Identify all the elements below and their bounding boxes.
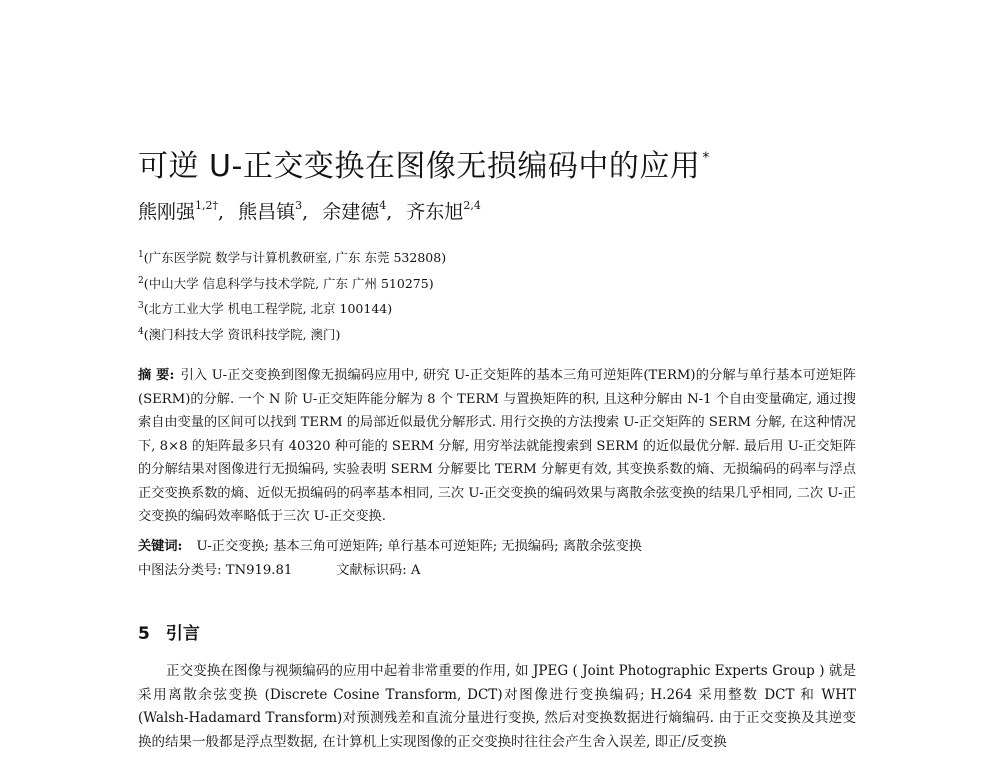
doc-code-value: A	[410, 563, 421, 578]
body-paragraph: 正交变换在图像与视频编码的应用中起着非常重要的作用, 如 JPEG ( Joint Photographic Experts Group ) 就是采用离散余弦变换 (Discrete Cosine Transform, DCT)对图像进行变换编码; H.264 采用整数 DCT 和 WHT (Walsh-Hadamard Transform)对预测残差和直流分量进行变换, 然后对变换数据进行熵编码. 由于正交变换及其逆变换的结果一般都是浮点型数据, 在计算机上实现图像的正交变换时往往会产生舍入误差, 即正/反变换	[138, 663, 856, 750]
author-3	[322, 201, 400, 223]
affiliation-3	[138, 295, 446, 321]
affiliation-2	[138, 270, 446, 296]
section-title: 引言	[165, 624, 200, 644]
keywords-text: U-正交变换; 基本三角可逆矩阵; 单行基本可逆矩阵; 无损编码; 离散余弦变换	[196, 539, 642, 554]
affiliation-mark: 1	[138, 250, 144, 260]
author-separator: ,	[386, 201, 393, 223]
author-list	[138, 192, 481, 226]
author-separator: ,	[302, 201, 309, 223]
affiliation-text: (广东医学院 数学与计算机教研室, 广东 东莞 532808)	[143, 250, 447, 265]
title-footnote-mark: *	[702, 150, 710, 166]
affiliation-mark: 2	[138, 275, 144, 286]
section-heading	[138, 622, 200, 646]
classification-line	[138, 560, 420, 582]
abstract	[138, 364, 856, 529]
clc-label: 中图法分类号:	[138, 563, 222, 578]
author-name: 齐东旭	[406, 201, 464, 223]
doc-code-label: 文献标识码:	[336, 563, 407, 578]
author-affiliation-mark: 2,4	[463, 199, 481, 212]
paper-title	[138, 138, 710, 187]
author-name: 熊刚强	[138, 201, 196, 223]
affiliation-mark: 4	[138, 326, 144, 337]
author-affiliation-mark: 3	[295, 199, 303, 212]
author-4	[406, 201, 481, 223]
author-affiliation-mark: 4	[379, 199, 387, 212]
affiliation-text: (澳门科技大学 资讯科技学院, 澳门)	[143, 326, 341, 342]
author-2	[238, 201, 316, 223]
author-name: 余建德	[322, 201, 380, 223]
abstract-label: 摘 要:	[138, 368, 175, 383]
affiliation-4	[138, 321, 446, 347]
affiliation-1	[138, 244, 446, 270]
abstract-text: 引入 U-正交变换到图像无损编码应用中, 研究 U-正交矩阵的基本三角可逆矩阵(TERM)的分解与单行基本可逆矩阵(SERM)的分解. 一个 N 阶 U-正交矩阵能分解为 8 个 TERM 与置换矩阵的积, 且这种分解由 N-1 个自由变量确定, 通过搜索自由变量的区间可以找到 TERM 的局部近似最优分解形式. 用行交换的方法搜索 U-正交矩阵的 SERM 分解, 在这种情况下, 8×8 的矩阵最多只有 40320 种可能的 SERM 分解, 用穷举法就能搜索到 SERM 的近似最优分解. 最后用 U-正交矩阵的分解结果对图像进行无损编码, 实验表明 SERM 分解要比 TERM 分解更有效, 其变换系数的熵、无损编码的码率与浮点正交变换系数的熵、近似无损编码的码率基本相同, 三次 U-正交变换的编码效果与离散余弦变换的结果几乎相同, 二次 U-正交变换的编码效率略低于三次 U-正交变换.	[138, 368, 856, 524]
keywords-label: 关键词:	[138, 539, 183, 554]
affiliation-list	[138, 244, 446, 346]
affiliation-mark: 3	[138, 301, 144, 311]
paper-title-text: 可逆 U-正交变换在图像无损编码中的应用	[138, 149, 701, 184]
affiliation-text: (北方工业大学 机电工程学院, 北京 100144)	[143, 301, 393, 316]
author-1	[138, 201, 232, 223]
keywords	[138, 536, 642, 558]
author-affiliation-mark: 1,2†	[195, 199, 219, 212]
author-separator: ,	[218, 201, 225, 223]
section-number: 5	[138, 624, 150, 644]
clc-value: TN919.81	[225, 563, 293, 578]
author-name: 熊昌镇	[238, 201, 296, 223]
affiliation-text: (中山大学 信息科学与技术学院, 广东 广州 510275)	[143, 275, 434, 291]
